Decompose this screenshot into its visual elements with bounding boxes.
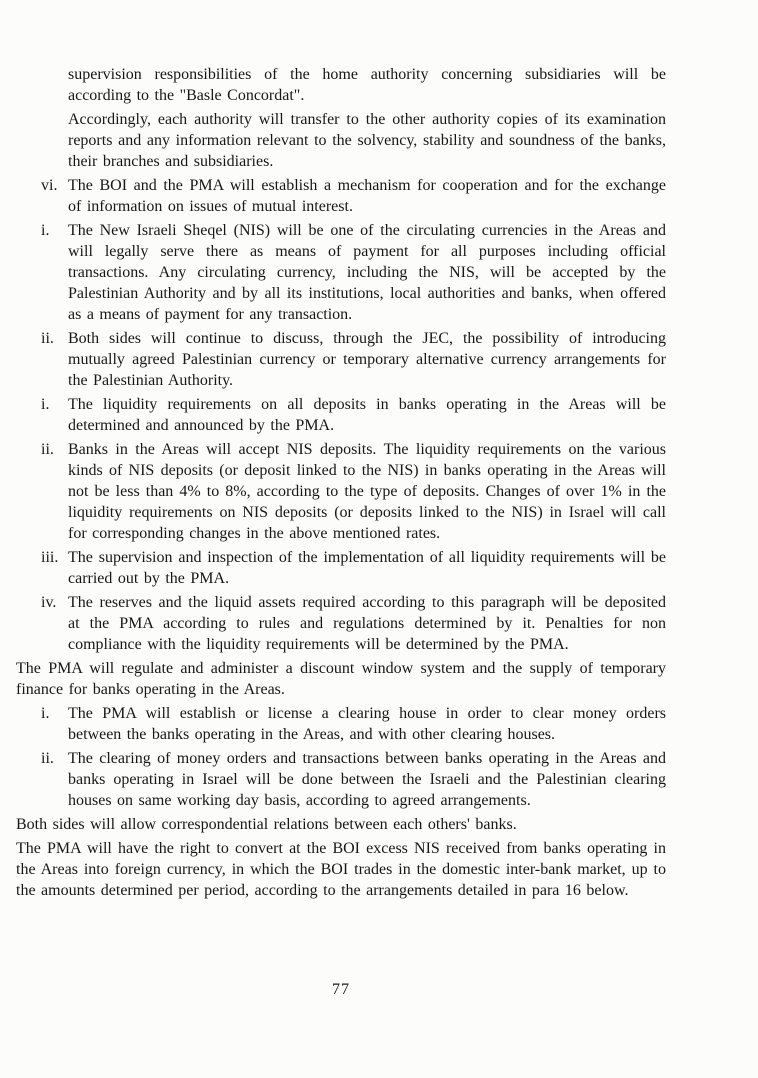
list-item-text: Both sides will continue to discuss, through the JEC, the possibility of introducing mutually agreed Palestinian currency or temporary alternative currency arrangements for the Palestinian Authority.	[68, 330, 666, 389]
list-item	[41, 394, 666, 436]
list-item	[41, 328, 666, 391]
list-item-text: The BOI and the PMA will establish a mechanism for cooperation and for the exchange of information on issues of mutual interest.	[68, 177, 666, 215]
page-number: 77	[332, 981, 350, 998]
list-item	[41, 748, 666, 811]
list-item-marker: i.	[41, 705, 50, 722]
list-item-text: The liquidity requirements on all deposits in banks operating in the Areas will be determined and announced by the PMA.	[68, 396, 666, 434]
paragraph: The PMA will have the right to convert at the BOI excess NIS received from banks operating in the Areas into foreign currency, in which the BOI trades in the domestic inter-bank market, up to the amounts determined per period, according to the arrangements detailed in para 16 below.	[16, 840, 666, 899]
list-item-text: Banks in the Areas will accept NIS deposits. The liquidity requirements on the various kinds of NIS deposits (or deposit linked to the NIS) in banks operating in the Areas will not be less than 4% to 8%, according to the type of deposits. Changes of over 1% in the liquidity requirements on NIS deposits (or deposits linked to the NIS) in Israel will call for corresponding changes in the above mentioned rates.	[68, 441, 666, 542]
list-item	[41, 220, 666, 325]
list-item-text: The clearing of money orders and transactions between banks operating in the Areas and banks operating in Israel will be done between the Israeli and the Palestinian clearing houses on same working day basis, according to agreed arrangements.	[68, 750, 666, 809]
list-item-marker: vi.	[41, 177, 58, 194]
list-item-marker: i.	[41, 222, 50, 239]
list-item-text: The supervision and inspection of the implementation of all liquidity requirements will be carried out by the PMA.	[68, 549, 666, 587]
list-item	[41, 175, 666, 217]
paragraph: Both sides will allow correspondential relations between each others' banks.	[16, 816, 517, 833]
list-item	[41, 703, 666, 745]
paragraph: supervision responsibilities of the home authority concerning subsidiaries will be according to the "Basle Concordat".	[68, 66, 666, 104]
paragraph: The PMA will regulate and administer a discount window system and the supply of temporary finance for banks operating in the Areas.	[16, 660, 666, 698]
list-item-text: The PMA will establish or license a clearing house in order to clear money orders between the banks operating in the Areas, and with other clearing houses.	[68, 705, 666, 743]
list-item	[41, 547, 666, 589]
list-item-text: The reserves and the liquid assets required according to this paragraph will be deposited at the PMA according to rules and regulations determined by it. Penalties for non compliance with the liquidity requirements will be determined by the PMA.	[68, 594, 666, 653]
list-item-marker: ii.	[41, 441, 54, 458]
list-item-marker: ii.	[41, 750, 54, 767]
paragraph: Accordingly, each authority will transfer to the other authority copies of its examination reports and any information relevant to the solvency, stability and soundness of the banks, their branches and subsidiaries.	[68, 111, 666, 170]
document-body	[16, 64, 666, 904]
list-item-text: The New Israeli Sheqel (NIS) will be one of the circulating currencies in the Areas and will legally serve there as means of payment for all purposes including official transactions. Any circulating currency, including the NIS, will be accepted by the Palestinian Authority and by all its institutions, local authorities and banks, when offered as a means of payment for any transaction.	[68, 222, 666, 323]
list-item-marker: iii.	[41, 549, 59, 566]
list-item-marker: ii.	[41, 330, 54, 347]
list-item-marker: iv.	[41, 594, 57, 611]
list-item	[41, 592, 666, 655]
list-item-marker: i.	[41, 396, 50, 413]
list-item	[41, 439, 666, 544]
